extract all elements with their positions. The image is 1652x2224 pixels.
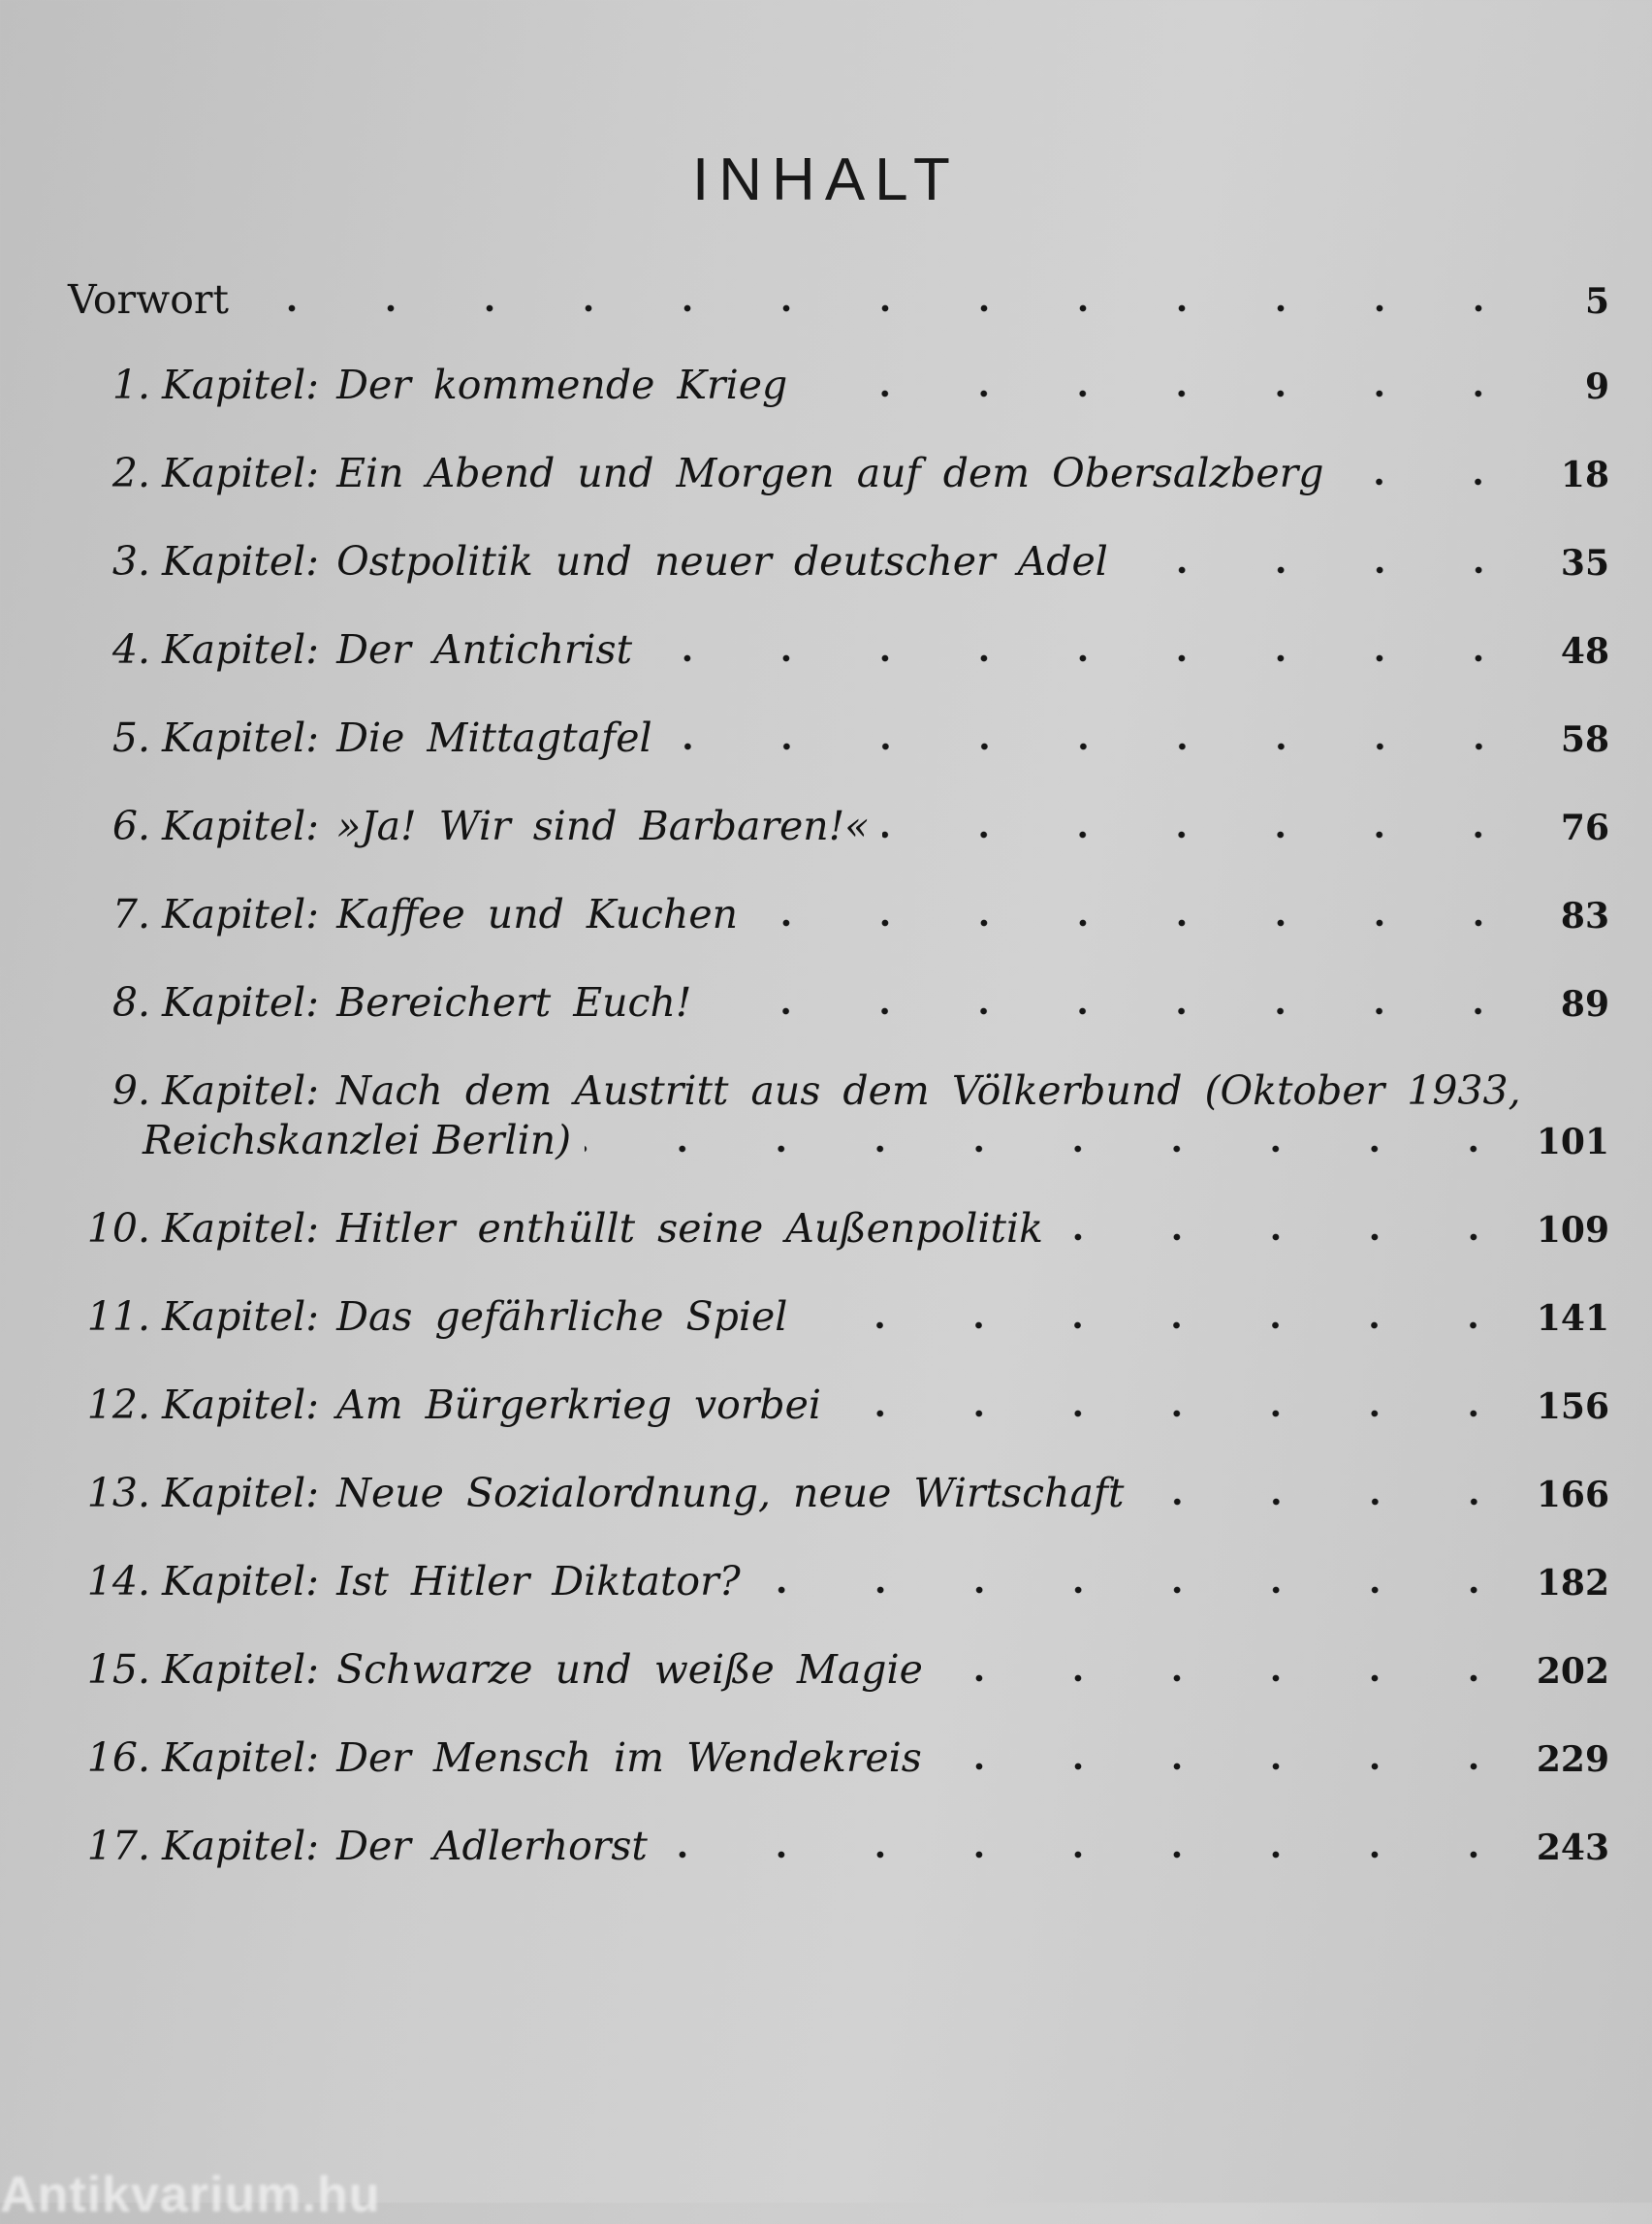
toc-entry-chapter	[58, 1293, 1609, 1382]
entry-title: Am Bürgerkrieg vorbei	[336, 1382, 822, 1428]
chapter-label: Kapitel:	[162, 979, 320, 1026]
chapter-number: 1.	[111, 362, 150, 408]
dot-leader	[242, 303, 1528, 313]
dot-leader	[666, 742, 1528, 751]
page-number: 101	[1536, 1122, 1609, 1162]
toc-entry-chapter	[58, 715, 1609, 803]
entry-title: Das gefährliche Spiel	[336, 1293, 788, 1340]
page-number: 5	[1584, 281, 1609, 322]
dot-leader	[705, 1006, 1528, 1016]
chapter-number: 9.	[111, 1067, 150, 1114]
dot-leader	[882, 830, 1528, 840]
chapter-number: 11.	[86, 1293, 150, 1340]
page-number: 18	[1560, 455, 1609, 495]
toc-entry-chapter	[58, 1646, 1609, 1734]
entry-title-continued: Reichskanzlei Berlin)	[143, 1117, 572, 1163]
entry-title: Ein Abend und Morgen auf dem Obersalzberg	[336, 450, 1324, 496]
entry-title: Der Mensch im Wendekreis	[336, 1734, 922, 1781]
entry-title: Ostpolitik und neuer deutscher Adel	[336, 538, 1108, 585]
chapter-number: 2.	[111, 450, 150, 496]
page-number: 243	[1536, 1827, 1609, 1868]
page-number: 141	[1536, 1298, 1609, 1339]
chapter-label: Kapitel:	[162, 538, 320, 585]
entry-title: Der Adlerhorst	[336, 1823, 648, 1869]
chapter-label: Kapitel:	[162, 450, 320, 496]
dot-leader	[1337, 477, 1528, 487]
toc-entry-chapter	[58, 891, 1609, 979]
chapter-number: 8.	[111, 979, 150, 1026]
chapter-number: 12.	[86, 1382, 150, 1428]
toc-entry-chapter	[58, 362, 1609, 450]
chapter-label: Kapitel:	[162, 626, 320, 673]
chapter-list	[58, 362, 1609, 1911]
chapter-number: 14.	[86, 1558, 150, 1604]
dot-leader	[936, 1762, 1523, 1771]
entry-title: Schwarze und weiße Magie	[336, 1646, 923, 1693]
entry-title: Der Antichrist	[336, 626, 633, 673]
page-number: 58	[1560, 719, 1609, 760]
chapter-label: Kapitel:	[162, 1470, 320, 1516]
watermark: Antikvarium.hu	[0, 2167, 381, 2223]
dot-leader	[1122, 565, 1528, 575]
toc-entry-chapter	[58, 803, 1609, 891]
dot-leader	[754, 1585, 1523, 1595]
page-number: 166	[1536, 1475, 1609, 1515]
page-number: 229	[1536, 1739, 1609, 1780]
toc-entry-chapter	[58, 626, 1609, 715]
page-number: 202	[1536, 1651, 1609, 1692]
toc-entry-chapter	[58, 450, 1609, 538]
chapter-number: 16.	[86, 1734, 150, 1781]
toc-entry-vorwort	[58, 276, 1609, 362]
toc-entry-chapter	[58, 1734, 1609, 1823]
chapter-label: Kapitel:	[162, 803, 320, 849]
chapter-label: Kapitel:	[162, 1293, 320, 1340]
toc-entry-chapter	[58, 1205, 1609, 1293]
dot-leader	[1057, 1232, 1523, 1242]
dot-leader	[585, 1144, 1523, 1154]
entry-title: Kaffee und Kuchen	[336, 891, 739, 937]
chapter-label: Kapitel:	[162, 891, 320, 937]
entry-title: Vorwort	[68, 276, 229, 323]
page-number: 35	[1560, 543, 1609, 584]
page-number: 48	[1560, 631, 1609, 672]
dot-leader	[801, 389, 1528, 398]
entry-title: Bereichert Euch!	[336, 979, 692, 1026]
chapter-number: 10.	[86, 1205, 150, 1252]
entry-title: »Ja! Wir sind Barbaren!«	[336, 803, 870, 849]
toc-entry-chapter	[58, 979, 1609, 1067]
page-number: 89	[1560, 984, 1609, 1025]
page-number: 109	[1536, 1210, 1609, 1251]
dot-leader	[751, 918, 1528, 928]
dot-leader	[801, 1320, 1523, 1330]
dot-leader	[937, 1673, 1523, 1683]
chapter-number: 17.	[86, 1823, 150, 1869]
toc-entry-continuation	[58, 1117, 1609, 1187]
chapter-label: Kapitel:	[162, 362, 320, 408]
page-title: INHALT	[692, 146, 960, 213]
entry-title: Nach dem Austritt aus dem Völkerbund (Oktober 1933,	[336, 1067, 1521, 1114]
entry-title: Hitler enthüllt seine Außenpolitik	[336, 1205, 1043, 1252]
page-number: 83	[1560, 896, 1609, 937]
chapter-label: Kapitel:	[162, 1823, 320, 1869]
chapter-label: Kapitel:	[162, 1558, 320, 1604]
dot-leader	[646, 653, 1528, 663]
table-of-contents	[58, 276, 1609, 1911]
page-number: 76	[1560, 808, 1609, 848]
chapter-number: 5.	[111, 715, 150, 761]
toc-entry-chapter	[58, 1823, 1609, 1911]
page-number: 9	[1584, 366, 1609, 407]
chapter-label: Kapitel:	[162, 1205, 320, 1252]
toc-entry-chapter	[58, 1382, 1609, 1470]
entry-title: Neue Sozialordnung, neue Wirtschaft	[336, 1470, 1125, 1516]
chapter-number: 6.	[111, 803, 150, 849]
toc-entry-chapter	[58, 1558, 1609, 1646]
dot-leader	[661, 1850, 1523, 1859]
dot-leader	[1138, 1497, 1523, 1507]
chapter-label: Kapitel:	[162, 1067, 320, 1114]
chapter-number: 7.	[111, 891, 150, 937]
chapter-number: 13.	[86, 1470, 150, 1516]
chapter-label: Kapitel:	[162, 1734, 320, 1781]
page-number: 182	[1536, 1563, 1609, 1604]
entry-title: Der kommende Krieg	[336, 362, 788, 408]
dot-leader	[835, 1409, 1523, 1418]
chapter-number: 15.	[86, 1646, 150, 1693]
toc-entry-chapter	[58, 538, 1609, 626]
entry-title: Ist Hitler Diktator?	[336, 1558, 741, 1604]
chapter-label: Kapitel:	[162, 715, 320, 761]
chapter-number: 4.	[111, 626, 150, 673]
chapter-label: Kapitel:	[162, 1382, 320, 1428]
entry-title: Die Mittagtafel	[336, 715, 652, 761]
toc-entry-chapter	[58, 1470, 1609, 1558]
chapter-number: 3.	[111, 538, 150, 585]
page-number: 156	[1536, 1386, 1609, 1427]
chapter-label: Kapitel:	[162, 1646, 320, 1693]
